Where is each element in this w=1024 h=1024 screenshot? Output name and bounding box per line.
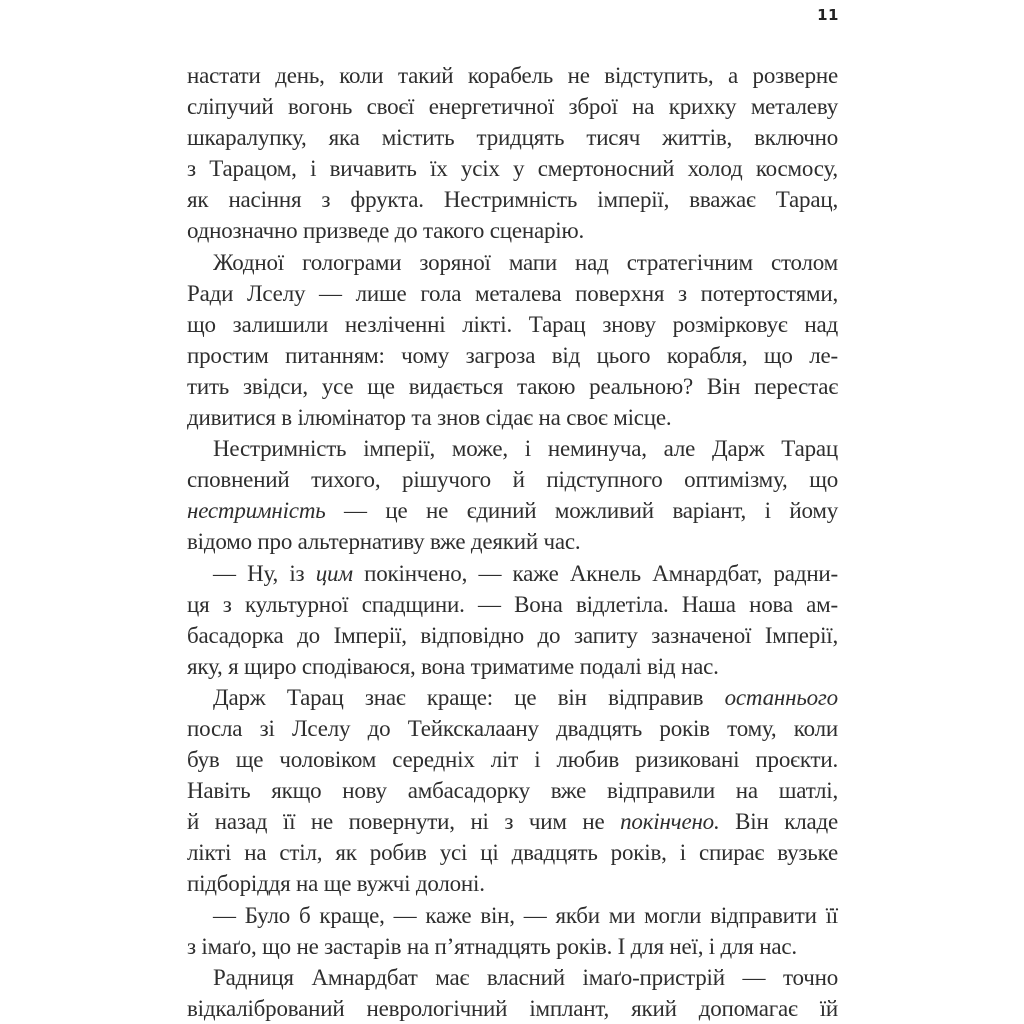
text-line <box>187 184 838 215</box>
text-line <box>187 91 838 122</box>
text-line <box>187 775 838 806</box>
text-line <box>187 620 838 651</box>
text-line <box>187 868 838 899</box>
text-segment: — це не єдиний можливий варіант, і йому <box>325 498 838 524</box>
text-segment: покінчено, — каже Акнель Амнардбат, радни- <box>352 560 838 586</box>
text-line <box>187 122 838 153</box>
text-line <box>187 340 838 371</box>
text-segment: підборіддя на ще вужчі долоні. <box>187 871 485 897</box>
text-line <box>187 682 838 713</box>
text-line <box>187 60 838 91</box>
paragraph <box>187 962 838 1024</box>
text-line <box>187 713 838 744</box>
text-segment: Дарж Тарац знає краще: це він відправив <box>213 684 725 710</box>
text-segment: тить звідси, усе ще видається такою реальною? Він перестає <box>187 373 838 399</box>
text-line <box>187 993 838 1024</box>
text-segment: Жодної голограми зоряної мапи над стратегічним столом <box>213 249 838 275</box>
text-line <box>187 495 838 526</box>
text-line <box>187 558 838 589</box>
text-line <box>187 962 838 993</box>
text-segment: простим питанням: чому загроза від цього корабля, що ле- <box>187 342 838 368</box>
text-segment: однозначно призведе до такого сценарію. <box>187 218 585 244</box>
text-line <box>187 744 838 775</box>
text-line <box>187 153 838 184</box>
text-line <box>187 215 838 246</box>
text-segment: — Ну, із <box>213 560 316 586</box>
text-segment: що залишили незліченні лікті. Тарац знову розмірковує над <box>187 311 838 337</box>
text-line <box>187 589 838 620</box>
text-segment: Радниця Амнардбат має власний імаґо-пристрій — точно <box>213 964 838 990</box>
text-line <box>187 931 838 962</box>
text-line <box>187 371 838 402</box>
text-segment: відкалібрований неврологічний імплант, який допомагає їй <box>187 995 838 1021</box>
italic-emphasis: цим <box>315 560 353 586</box>
text-segment: ця з культурної спадщини. — Вона відлетіла. Наша нова ам- <box>187 591 838 617</box>
text-segment: Нестримність імперії, може, і неминуча, але Дарж Тарац <box>213 436 838 462</box>
text-segment: й назад її не повернути, ні з чим не <box>187 809 621 835</box>
text-segment: лікті на стіл, як робив усі ці двадцять років, і спирає вузьке <box>187 840 838 866</box>
text-segment: посла зі Лселу до Тейкскалаану двадцять років тому, коли <box>187 715 838 741</box>
text-segment: настати день, коли такий корабель не відступить, а розверне <box>187 63 838 88</box>
text-line <box>187 278 838 309</box>
text-segment: як насіння з фрукта. Нестримність імперії, вважає Тарац, <box>187 187 838 213</box>
paragraph <box>187 433 838 557</box>
text-line <box>187 309 838 340</box>
text-line <box>187 526 838 557</box>
text-segment: сліпучий вогонь своєї енергетичної зброї на крихку металеву <box>187 94 838 120</box>
text-segment: сповнений тихого, рішучого й підступного оптимізму, що <box>187 467 838 493</box>
text-segment: Навіть якщо нову амбасадорку вже відправили на шатлі, <box>187 778 838 804</box>
text-segment: відомо про альтернативу вже деякий час. <box>187 529 581 555</box>
text-segment: шкаралупку, яка містить тридцять тисяч життів, включно <box>187 125 838 151</box>
text-segment: був ще чоловіком середніх літ і любив ризиковані проєкти. <box>187 747 838 773</box>
paragraph <box>187 900 838 962</box>
paragraph <box>187 558 838 682</box>
text-line <box>187 464 838 495</box>
text-segment: з Тарацом, і вичавить їх усіх у смертоносний холод космосу, <box>187 156 838 182</box>
text-segment: дивитися в ілюмінатор та знов сідає на своє місце. <box>187 405 672 431</box>
text-line <box>187 433 838 464</box>
text-segment: басадорка до Імперії, відповідно до запиту зазначеної Імперії, <box>187 622 838 648</box>
text-segment: яку, я щиро сподіваюся, вона триматиме подалі від нас. <box>187 653 719 679</box>
body-text <box>187 60 838 1024</box>
paragraph <box>187 682 838 900</box>
text-segment: з імаґо, що не застарів на п’ятнадцять років. І для неї, і для нас. <box>187 933 797 959</box>
text-line <box>187 837 838 868</box>
paragraph <box>187 60 838 247</box>
text-line <box>187 402 838 433</box>
text-segment: — Було б краще, — каже він, — якби ми могли відправити її <box>213 902 838 928</box>
italic-emphasis: останнього <box>724 684 838 710</box>
text-line <box>187 651 838 682</box>
text-segment: Ради Лселу — лише гола металева поверхня з потертостями, <box>187 280 838 306</box>
text-line <box>187 806 838 837</box>
text-line <box>187 247 838 278</box>
page-number: 11 <box>817 6 839 24</box>
text-segment: Він кладе <box>719 809 838 835</box>
text-line <box>187 900 838 931</box>
paragraph <box>187 247 838 434</box>
italic-emphasis: нестримність <box>187 498 326 524</box>
italic-emphasis: покінчено. <box>620 809 720 835</box>
